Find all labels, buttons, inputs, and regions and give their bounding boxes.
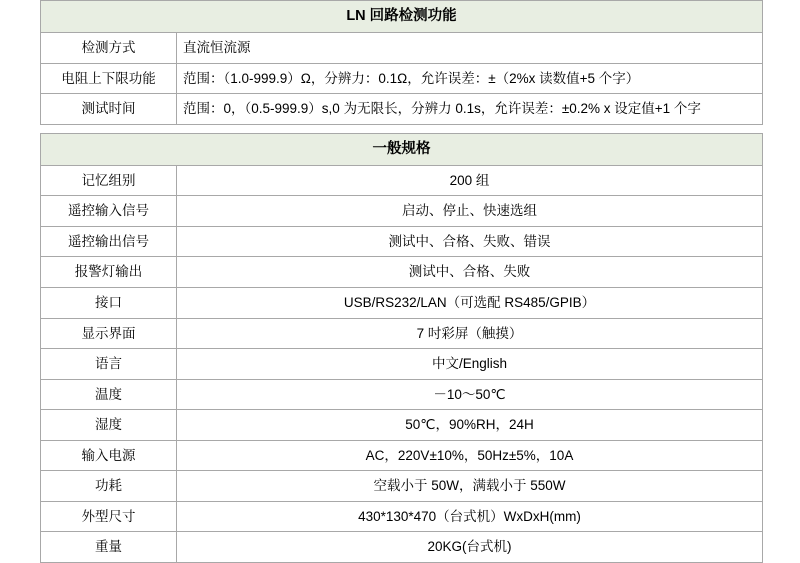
- table-row: [41, 532, 763, 563]
- table-row: [41, 349, 763, 380]
- row-value: 50℃，90%RH，24H: [177, 410, 763, 441]
- row-label: 功耗: [41, 471, 177, 502]
- row-value: 空载小于 50W，满载小于 550W: [177, 471, 763, 502]
- table-row: [41, 287, 763, 318]
- table-row: [41, 440, 763, 471]
- row-label: 检测方式: [41, 33, 177, 64]
- row-value: 中文/English: [177, 349, 763, 380]
- table-row: [41, 226, 763, 257]
- table-row: [41, 33, 763, 64]
- row-label: 外型尺寸: [41, 501, 177, 532]
- table-row: [41, 165, 763, 196]
- table-gap: [0, 125, 800, 133]
- row-value: USB/RS232/LAN（可选配 RS485/GPIB）: [177, 287, 763, 318]
- row-label: 报警灯输出: [41, 257, 177, 288]
- table-row: [41, 63, 763, 94]
- row-value: 7 吋彩屏（触摸）: [177, 318, 763, 349]
- table-row: [41, 471, 763, 502]
- table-row: [41, 410, 763, 441]
- row-label: 接口: [41, 287, 177, 318]
- row-value: AC，220V±10%，50Hz±5%，10A: [177, 440, 763, 471]
- row-value: 测试中、合格、失败: [177, 257, 763, 288]
- spec-table-body-ln-loop: [41, 1, 763, 125]
- row-value: －10～50℃: [177, 379, 763, 410]
- section-title-ln-loop: LN 回路检测功能: [41, 1, 763, 33]
- row-label: 电阻上下限功能: [41, 63, 177, 94]
- row-value: 范围：（1.0-999.9）Ω，分辨力：0.1Ω，允许误差：±（2%x 读数值+5 个字）: [177, 63, 763, 94]
- table-row: [41, 257, 763, 288]
- row-label: 重量: [41, 532, 177, 563]
- row-value: 430*130*470（台式机）WxDxH(mm): [177, 501, 763, 532]
- row-value: 200 组: [177, 165, 763, 196]
- row-label: 显示界面: [41, 318, 177, 349]
- section-header-ln-loop: [41, 1, 763, 33]
- table-row: [41, 94, 763, 125]
- spec-table-general: [40, 133, 763, 563]
- table-row: [41, 379, 763, 410]
- row-label: 测试时间: [41, 94, 177, 125]
- table-row: [41, 196, 763, 227]
- row-value: 20KG(台式机): [177, 532, 763, 563]
- row-label: 输入电源: [41, 440, 177, 471]
- row-label: 湿度: [41, 410, 177, 441]
- row-value: 测试中、合格、失败、错误: [177, 226, 763, 257]
- row-label: 温度: [41, 379, 177, 410]
- row-label: 遥控输出信号: [41, 226, 177, 257]
- row-value: 启动、停止、快速选组: [177, 196, 763, 227]
- section-title-general: 一般规格: [41, 133, 763, 165]
- row-label: 遥控输入信号: [41, 196, 177, 227]
- row-label: 记忆组别: [41, 165, 177, 196]
- spec-table-body-general: [41, 133, 763, 562]
- section-header-general: [41, 133, 763, 165]
- table-row: [41, 501, 763, 532]
- spec-table-ln-loop: [40, 0, 763, 125]
- table-row: [41, 318, 763, 349]
- row-label: 语言: [41, 349, 177, 380]
- row-value: 范围：0，（0.5-999.9）s,0 为无限长，分辨力 0.1s，允许误差：±0.2% x 设定值+1 个字: [177, 94, 763, 125]
- row-value: 直流恒流源: [177, 33, 763, 64]
